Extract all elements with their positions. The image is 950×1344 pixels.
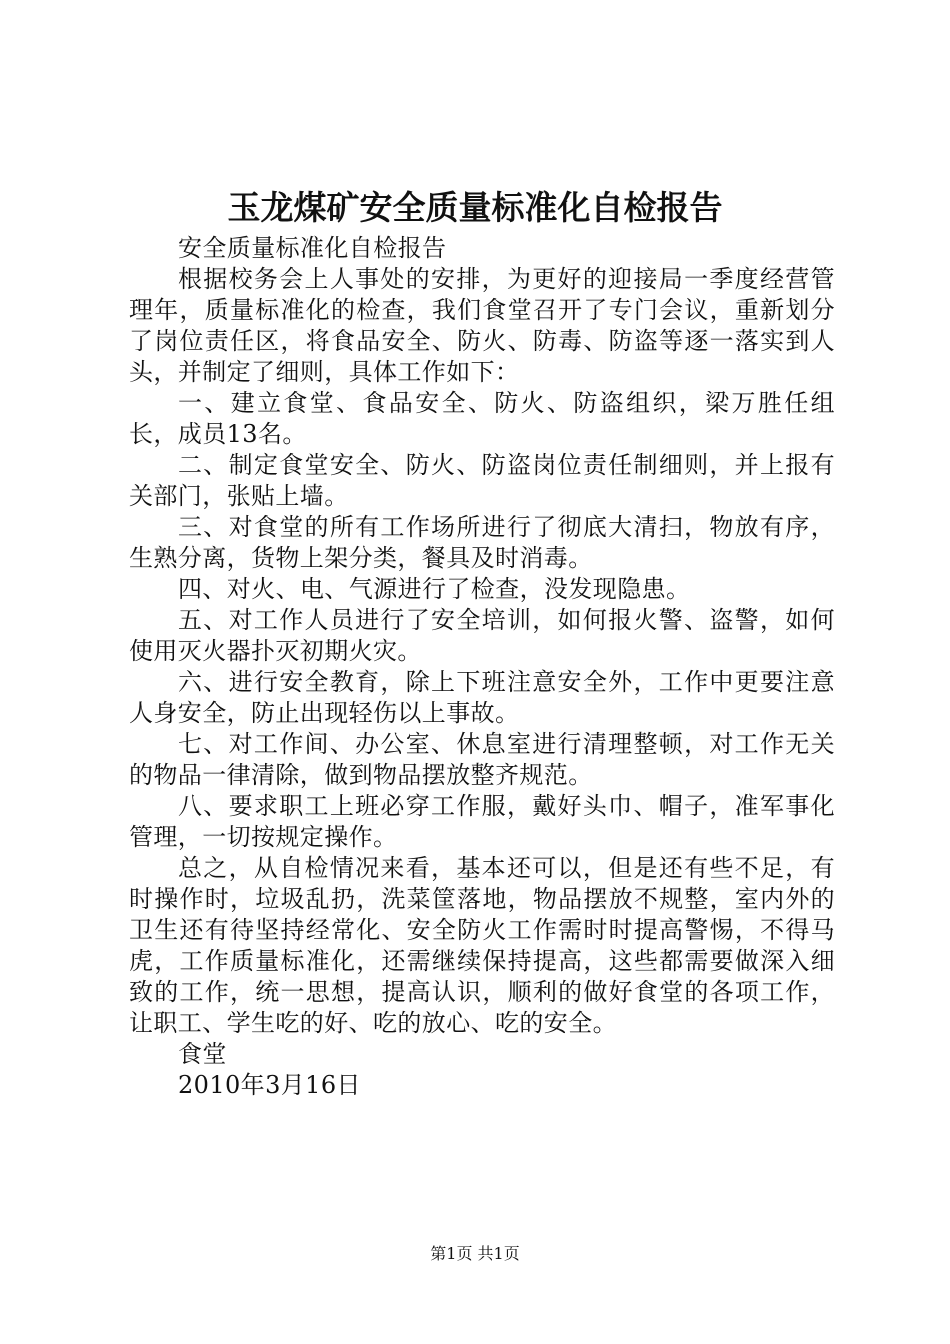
item-3-paragraph: 三、对食堂的所有工作场所进行了彻底大清扫，物放有序，生熟分离，货物上架分类，餐具及时消毒。	[129, 513, 835, 572]
page-footer: 第1页 共1页	[430, 1244, 520, 1263]
item-2-paragraph: 二、制定食堂安全、防火、防盗岗位责任制细则，并上报有关部门，张贴上墙。	[129, 451, 835, 510]
date-paragraph: 2010年3月16日	[178, 1071, 361, 1099]
subtitle-paragraph: 安全质量标准化自检报告	[178, 234, 447, 262]
signature-paragraph: 食堂	[178, 1040, 227, 1068]
summary-paragraph: 总之，从自检情况来看，基本还可以，但是还有些不足，有时操作时，垃圾乱扔，洗菜筐落地，物品摆放不规整，室内外的卫生还有待坚持经常化、安全防火工作需时时提高警惕，不得马虎，工作质量标准化，还需继续保持提高，这些都需要做深入细致的工作，统一思想，提高认识，顺利的做好食堂的各项工作，让职工、学生吃的好、吃的放心、吃的安全。	[129, 854, 835, 1037]
intro-paragraph: 根据校务会上人事处的安排，为更好的迎接局一季度经营管理年，质量标准化的检查，我们食堂召开了专门会议，重新划分了岗位责任区，将食品安全、防火、防毒、防盗等逐一落实到人头，并制定了细则，具体工作如下：	[129, 265, 835, 386]
item-4-paragraph: 四、对火、电、气源进行了检查，没发现隐患。	[178, 575, 691, 603]
item-5-paragraph: 五、对工作人员进行了安全培训，如何报火警、盗警，如何使用灭火器扑灭初期火灾。	[129, 606, 835, 665]
document-body	[129, 233, 835, 1101]
item-6-paragraph: 六、进行安全教育，除上下班注意安全外，工作中更要注意人身安全，防止出现轻伤以上事故。	[129, 668, 835, 727]
document-title: 玉龙煤矿安全质量标准化自检报告	[227, 188, 723, 227]
item-7-paragraph: 七、对工作间、办公室、休息室进行清理整顿，对工作无关的物品一律清除，做到物品摆放整齐规范。	[129, 730, 835, 789]
item-1-paragraph: 一、建立食堂、食品安全、防火、防盗组织，梁万胜任组长，成员13名。	[129, 389, 835, 448]
item-8-paragraph: 八、要求职工上班必穿工作服，戴好头巾、帽子，准军事化管理，一切按规定操作。	[129, 792, 835, 851]
